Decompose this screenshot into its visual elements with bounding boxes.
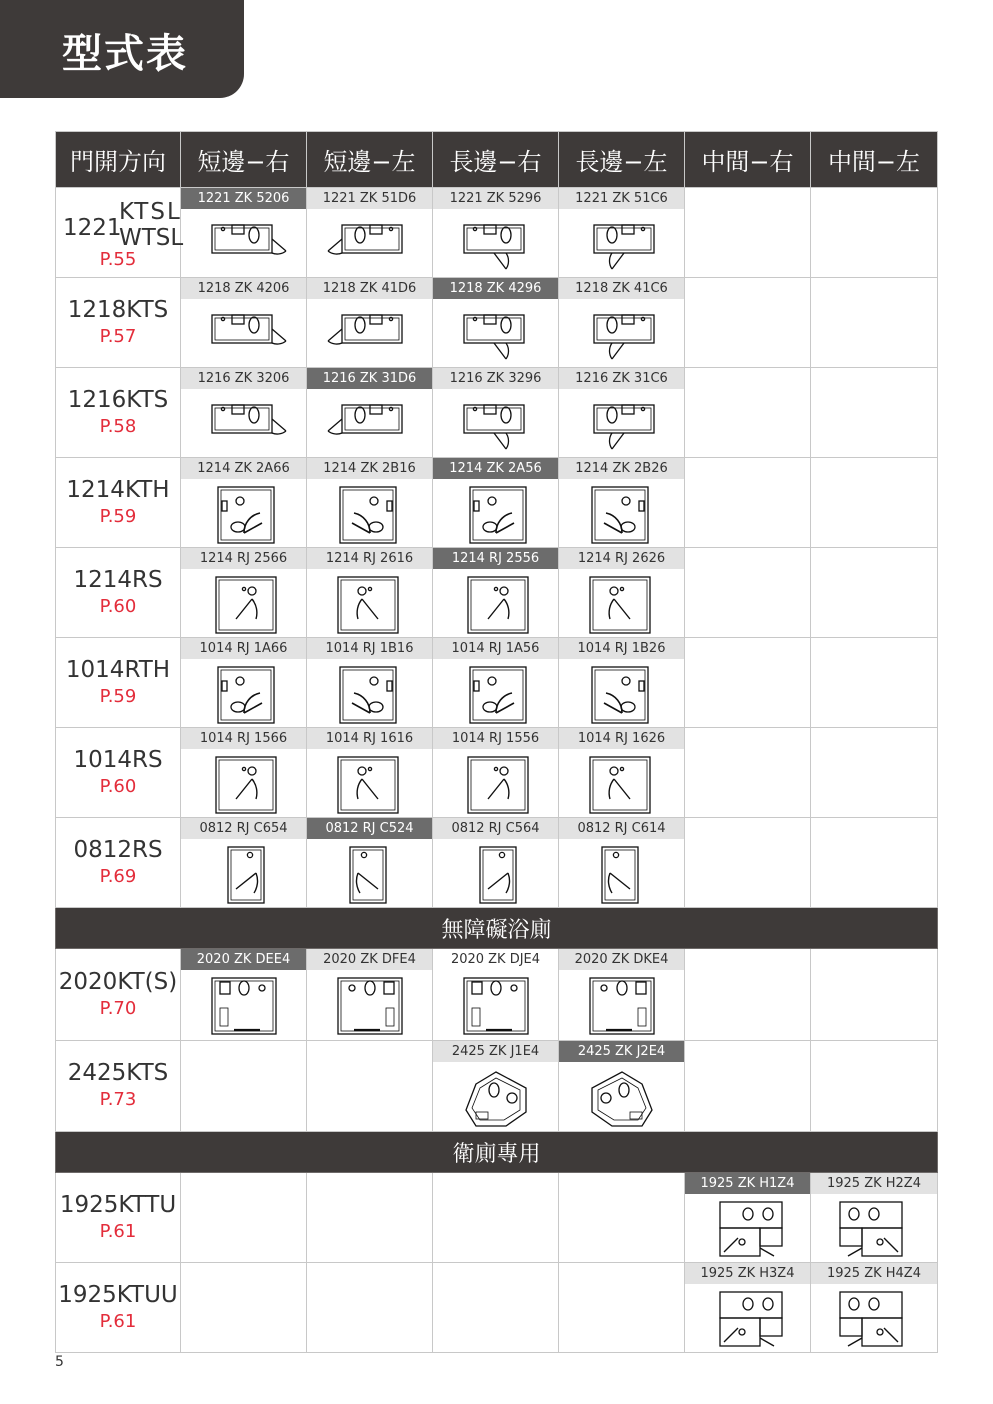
floor-plan-icon — [572, 393, 672, 457]
table-row — [56, 1041, 938, 1132]
model-code: 1218 ZK 41D6 — [307, 278, 432, 299]
model-code: 1014 RJ 1B26 — [559, 638, 684, 659]
model-name: 1214RS — [73, 566, 163, 593]
floor-plan-icon — [320, 663, 420, 727]
model-cell — [559, 638, 685, 728]
floor-plan-icon — [320, 974, 420, 1038]
model-code: 1214 RJ 2566 — [181, 548, 306, 569]
floor-plan-icon — [446, 393, 546, 457]
col-header-short-left: 短邊−左 — [307, 132, 433, 188]
model-cell — [559, 818, 685, 908]
model-cell — [181, 949, 307, 1041]
floor-plan-icon — [194, 213, 294, 277]
model-cell — [181, 368, 307, 458]
model-cell — [685, 1173, 811, 1263]
model-cell — [811, 548, 938, 638]
model-code: 1925 ZK H2Z4 — [811, 1173, 937, 1194]
model-code: 1925 ZK H4Z4 — [811, 1263, 937, 1284]
model-name: 1218KTS — [67, 296, 169, 323]
model-cell — [685, 1041, 811, 1132]
row-model-cell — [56, 278, 181, 368]
model-name: 2425KTS — [67, 1060, 169, 1086]
row-model-cell — [56, 638, 181, 728]
model-cell — [811, 728, 938, 818]
model-cell — [307, 728, 433, 818]
floor-plan-icon — [194, 393, 294, 457]
floor-plan-icon — [572, 974, 672, 1038]
floor-plan-icon — [824, 1198, 924, 1262]
model-suffix-1: KTSL — [119, 198, 182, 225]
model-page-ref: P.60 — [99, 775, 137, 797]
floor-plan-icon — [446, 483, 546, 547]
model-code: 1214 ZK 2A66 — [181, 458, 306, 479]
model-cell — [559, 1041, 685, 1132]
model-cell — [811, 278, 938, 368]
model-code: 1014 RJ 1616 — [307, 728, 432, 749]
model-code: 1014 RJ 1A56 — [433, 638, 558, 659]
model-number: 1221 — [63, 214, 122, 241]
model-code: 1218 ZK 4206 — [181, 278, 306, 299]
model-cell — [559, 548, 685, 638]
section-toilet-only — [56, 1132, 938, 1173]
model-page-ref: P.61 — [99, 1220, 137, 1242]
floor-plan-icon — [572, 753, 672, 817]
model-code: 1221 ZK 51C6 — [559, 188, 684, 209]
model-code: 1216 ZK 31D6 — [307, 368, 432, 389]
row-model-cell — [56, 368, 181, 458]
floor-plan-icon — [572, 663, 672, 727]
model-cell — [559, 949, 685, 1041]
model-cell — [433, 949, 559, 1041]
page-number: 5 — [55, 1354, 64, 1370]
model-code: 1014 RJ 1626 — [559, 728, 684, 749]
section-title: 衛廁專用 — [56, 1132, 938, 1173]
model-code: 1014 RJ 1556 — [433, 728, 558, 749]
model-cell — [685, 368, 811, 458]
model-page-ref: P.58 — [99, 415, 137, 437]
col-header-long-right: 長邊−右 — [433, 132, 559, 188]
model-cell — [307, 1173, 433, 1263]
model-cell — [181, 1041, 307, 1132]
floor-plan-icon — [194, 753, 294, 817]
row-model-cell — [56, 1263, 181, 1353]
model-cell — [307, 638, 433, 728]
model-cell — [559, 1263, 685, 1353]
floor-plan-icon — [446, 843, 546, 907]
header-row — [56, 132, 938, 188]
table-row — [56, 949, 938, 1041]
floor-plan-icon — [446, 663, 546, 727]
model-code: 1214 ZK 2A56 — [433, 458, 558, 479]
model-name: 0812RS — [73, 836, 163, 863]
model-cell — [685, 818, 811, 908]
model-page-ref: P.69 — [99, 865, 137, 887]
floor-plan-icon — [194, 573, 294, 637]
model-code: 2020 ZK DEE4 — [181, 949, 306, 970]
model-name: 1925KTTU — [59, 1191, 177, 1218]
model-cell — [685, 458, 811, 548]
model-code: 1014 RJ 1B16 — [307, 638, 432, 659]
floor-plan-icon — [446, 213, 546, 277]
floor-plan-icon — [446, 1066, 546, 1130]
page-title: 型式表 — [62, 31, 188, 77]
model-cell — [433, 458, 559, 548]
model-cell — [181, 188, 307, 278]
model-code: 1216 ZK 3206 — [181, 368, 306, 389]
floor-plan-icon — [572, 303, 672, 367]
model-code: 1214 RJ 2556 — [433, 548, 558, 569]
model-code: 1221 ZK 5296 — [433, 188, 558, 209]
model-cell — [811, 1263, 938, 1353]
table-row — [56, 368, 938, 458]
model-table — [55, 131, 938, 1353]
floor-plan-icon — [698, 1288, 798, 1352]
model-name: 2020KT(S) — [58, 968, 178, 995]
model-code: 1014 RJ 1566 — [181, 728, 306, 749]
model-cell — [685, 638, 811, 728]
model-cell — [811, 818, 938, 908]
model-name: 1014RTH — [65, 656, 171, 683]
model-cell — [307, 458, 433, 548]
floor-plan-icon — [572, 573, 672, 637]
model-cell — [433, 548, 559, 638]
model-code: 2020 ZK DFE4 — [307, 949, 432, 970]
model-cell — [307, 1263, 433, 1353]
floor-plan-icon — [320, 303, 420, 367]
floor-plan-icon — [572, 483, 672, 547]
model-code: 2020 ZK DJE4 — [433, 949, 558, 970]
model-page-ref: P.70 — [99, 997, 137, 1019]
model-cell — [307, 188, 433, 278]
model-cell — [811, 368, 938, 458]
model-code: 1925 ZK H3Z4 — [685, 1263, 810, 1284]
col-header-door: 門開方向 — [56, 132, 181, 188]
model-cell — [685, 278, 811, 368]
model-page-ref: P.73 — [99, 1089, 137, 1110]
floor-plan-icon — [320, 573, 420, 637]
model-cell — [181, 818, 307, 908]
floor-plan-icon — [320, 843, 420, 907]
col-header-middle-right: 中間−右 — [685, 132, 811, 188]
model-cell — [307, 1041, 433, 1132]
model-code: 0812 RJ C564 — [433, 818, 558, 839]
model-cell — [433, 368, 559, 458]
row-model-cell — [56, 188, 184, 278]
model-cell — [307, 949, 433, 1041]
table-row — [56, 638, 938, 728]
model-cell — [433, 1173, 559, 1263]
model-page-ref: P.59 — [99, 505, 137, 527]
floor-plan-icon — [446, 753, 546, 817]
model-code: 1216 ZK 3296 — [433, 368, 558, 389]
model-code: 1216 ZK 31C6 — [559, 368, 684, 389]
model-cell — [433, 1263, 559, 1353]
model-code: 0812 RJ C614 — [559, 818, 684, 839]
floor-plan-icon — [194, 843, 294, 907]
floor-plan-icon — [194, 974, 294, 1038]
model-page-ref: P.55 — [99, 248, 137, 270]
model-code: 1221 ZK 5206 — [181, 188, 306, 209]
row-model-cell — [56, 1041, 181, 1132]
floor-plan-icon — [698, 1198, 798, 1262]
model-cell — [811, 458, 938, 548]
model-code: 1221 ZK 51D6 — [307, 188, 432, 209]
model-cell — [559, 188, 685, 278]
model-page-ref: P.59 — [99, 685, 137, 707]
model-cell — [433, 818, 559, 908]
model-name: 1216KTS — [67, 386, 169, 413]
model-code: 0812 RJ C654 — [181, 818, 306, 839]
model-code: 1214 RJ 2626 — [559, 548, 684, 569]
model-cell — [433, 1041, 559, 1132]
model-cell — [433, 188, 559, 278]
model-code: 1014 RJ 1A66 — [181, 638, 306, 659]
table-row — [56, 818, 938, 908]
floor-plan-icon — [446, 573, 546, 637]
floor-plan-icon — [320, 483, 420, 547]
model-cell — [685, 949, 811, 1041]
model-cell — [433, 728, 559, 818]
model-code: 1925 ZK H1Z4 — [685, 1173, 810, 1194]
table-row — [56, 548, 938, 638]
model-cell — [811, 188, 938, 278]
model-cell — [181, 1173, 307, 1263]
model-cell — [811, 638, 938, 728]
model-cell — [307, 278, 433, 368]
model-code: 1214 ZK 2B26 — [559, 458, 684, 479]
floor-plan-icon — [320, 753, 420, 817]
row-model-cell — [56, 949, 181, 1041]
model-code: 1218 ZK 4296 — [433, 278, 558, 299]
col-header-middle-left: 中間−左 — [811, 132, 938, 188]
model-code: 2425 ZK J2E4 — [559, 1041, 684, 1062]
floor-plan-icon — [320, 213, 420, 277]
table-row — [56, 1263, 938, 1353]
row-model-cell — [56, 548, 181, 638]
model-code: 1214 RJ 2616 — [307, 548, 432, 569]
row-model-cell — [56, 728, 181, 818]
model-cell — [181, 1263, 307, 1353]
floor-plan-icon — [194, 663, 294, 727]
section-title: 無障礙浴廁 — [56, 908, 938, 949]
model-name: 1214KTH — [66, 476, 170, 503]
section-accessible — [56, 908, 938, 949]
floor-plan-icon — [446, 303, 546, 367]
model-name: 1925KTUU — [58, 1281, 178, 1308]
model-cell — [559, 728, 685, 818]
row-model-cell — [56, 1173, 181, 1263]
model-cell — [181, 638, 307, 728]
model-cell — [811, 949, 938, 1041]
model-cell — [181, 728, 307, 818]
model-name: 1014RS — [73, 746, 163, 773]
model-cell — [811, 1041, 938, 1132]
table-row — [56, 188, 938, 278]
model-cell — [685, 1263, 811, 1353]
model-cell — [307, 368, 433, 458]
model-code: 1218 ZK 41C6 — [559, 278, 684, 299]
floor-plan-icon — [194, 303, 294, 367]
model-cell — [559, 368, 685, 458]
floor-plan-icon — [824, 1288, 924, 1352]
table-row — [56, 728, 938, 818]
model-cell — [685, 548, 811, 638]
table-row — [56, 1173, 938, 1263]
floor-plan-icon — [572, 1066, 672, 1130]
row-model-cell — [56, 458, 181, 548]
model-cell — [559, 458, 685, 548]
model-cell — [307, 818, 433, 908]
model-cell — [685, 188, 811, 278]
model-page-ref: P.60 — [99, 595, 137, 617]
model-code: 2020 ZK DKE4 — [559, 949, 684, 970]
model-cell — [307, 548, 433, 638]
floor-plan-icon — [194, 483, 294, 547]
model-cell — [559, 1173, 685, 1263]
model-cell — [811, 1173, 938, 1263]
model-cell — [181, 548, 307, 638]
table-row — [56, 458, 938, 548]
model-cell — [181, 458, 307, 548]
model-page-ref: P.61 — [99, 1310, 137, 1332]
floor-plan-icon — [446, 974, 546, 1038]
table-row — [56, 278, 938, 368]
model-cell — [685, 728, 811, 818]
model-page-ref: P.57 — [99, 325, 137, 347]
floor-plan-icon — [572, 213, 672, 277]
model-suffix-2: WTSL — [119, 224, 184, 251]
col-header-long-left: 長邊−左 — [559, 132, 685, 188]
model-code: 2425 ZK J1E4 — [433, 1041, 558, 1062]
model-cell — [433, 638, 559, 728]
model-cell — [559, 278, 685, 368]
col-header-short-right: 短邊−右 — [181, 132, 307, 188]
floor-plan-icon — [572, 843, 672, 907]
model-cell — [433, 278, 559, 368]
model-1221-label — [56, 191, 184, 275]
title-tab — [0, 0, 244, 98]
row-model-cell — [56, 818, 181, 908]
model-cell — [181, 278, 307, 368]
model-code: 1214 ZK 2B16 — [307, 458, 432, 479]
model-code: 0812 RJ C524 — [307, 818, 432, 839]
floor-plan-icon — [320, 393, 420, 457]
